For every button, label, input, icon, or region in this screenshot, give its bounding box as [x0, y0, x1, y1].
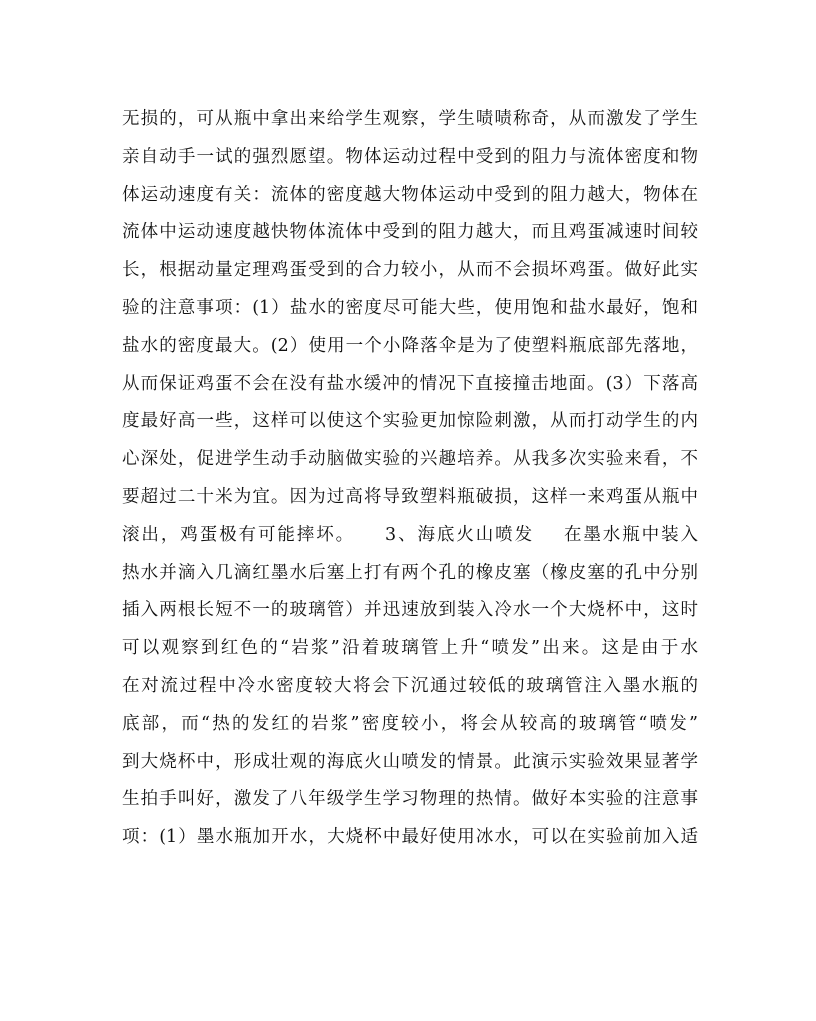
text-line: 度最好高一些，这样可以使这个实验更加惊险刺激，从而打动学生的内: [122, 411, 698, 432]
text-line: 项：(1）墨水瓶加开水，大烧杯中最好使用冰水，可以在实验前加入适: [122, 827, 698, 848]
text-line: 体运动速度有关：流体的密度越大物体运动中受到的阻力越大，物体在: [122, 184, 698, 205]
text-line: 亲自动手一试的强烈愿望。物体运动过程中受到的阻力与流体密度和物: [122, 146, 698, 167]
text-line: 底部，而“热的发红的岩浆”密度较小，将会从较高的玻璃管“喷发”: [122, 713, 698, 734]
text-line: 要超过二十米为宜。因为过高将导致塑料瓶破损，这样一来鸡蛋从瓶中: [122, 486, 698, 507]
text-line: 到大烧杯中，形成壮观的海底火山喷发的情景。此演示实验效果显著学: [122, 751, 698, 772]
text-line: 热水并滴入几滴红墨水后塞上打有两个孔的橡皮塞（橡皮塞的孔中分别: [122, 562, 698, 583]
body-text: [122, 101, 698, 857]
text-line: 从而保证鸡蛋不会在没有盐水缓冲的情况下直接撞击地面。(3）下落高: [122, 373, 698, 394]
text-line: 在对流过程中冷水密度较大将会下沉通过较低的玻璃管注入墨水瓶的: [122, 675, 698, 696]
text-line: 长，根据动量定理鸡蛋受到的合力较小，从而不会损坏鸡蛋。做好此实: [122, 260, 698, 281]
text-line: 验的注意事项：(1）盐水的密度尽可能大些，使用饱和盐水最好，饱和: [122, 297, 698, 318]
text-line: 可以观察到红色的“岩浆”沿着玻璃管上升“喷发”出来。这是由于水: [122, 638, 698, 659]
text-line: 心深处，促进学生动手动脑做实验的兴趣培养。从我多次实验来看，不: [122, 449, 698, 470]
text-line: 生拍手叫好，激发了八年级学生学习物理的热情。做好本实验的注意事: [122, 789, 698, 810]
text-line: 无损的，可从瓶中拿出来给学生观察，学生啧啧称奇，从而激发了学生: [122, 109, 698, 129]
text-line: 盐水的密度最大。(2）使用一个小降落伞是为了使塑料瓶底部先落地，: [122, 335, 698, 356]
text-line: 流体中运动速度越快物体流体中受到的阻力越大，而且鸡蛋减速时间较: [122, 222, 698, 243]
text-line: 滚出，鸡蛋极有可能摔坏。 3、海底火山喷发 在墨水瓶中装入: [122, 524, 698, 545]
text-line: 插入两根长短不一的玻璃管）并迅速放到装入冷水一个大烧杯中，这时: [122, 600, 698, 621]
